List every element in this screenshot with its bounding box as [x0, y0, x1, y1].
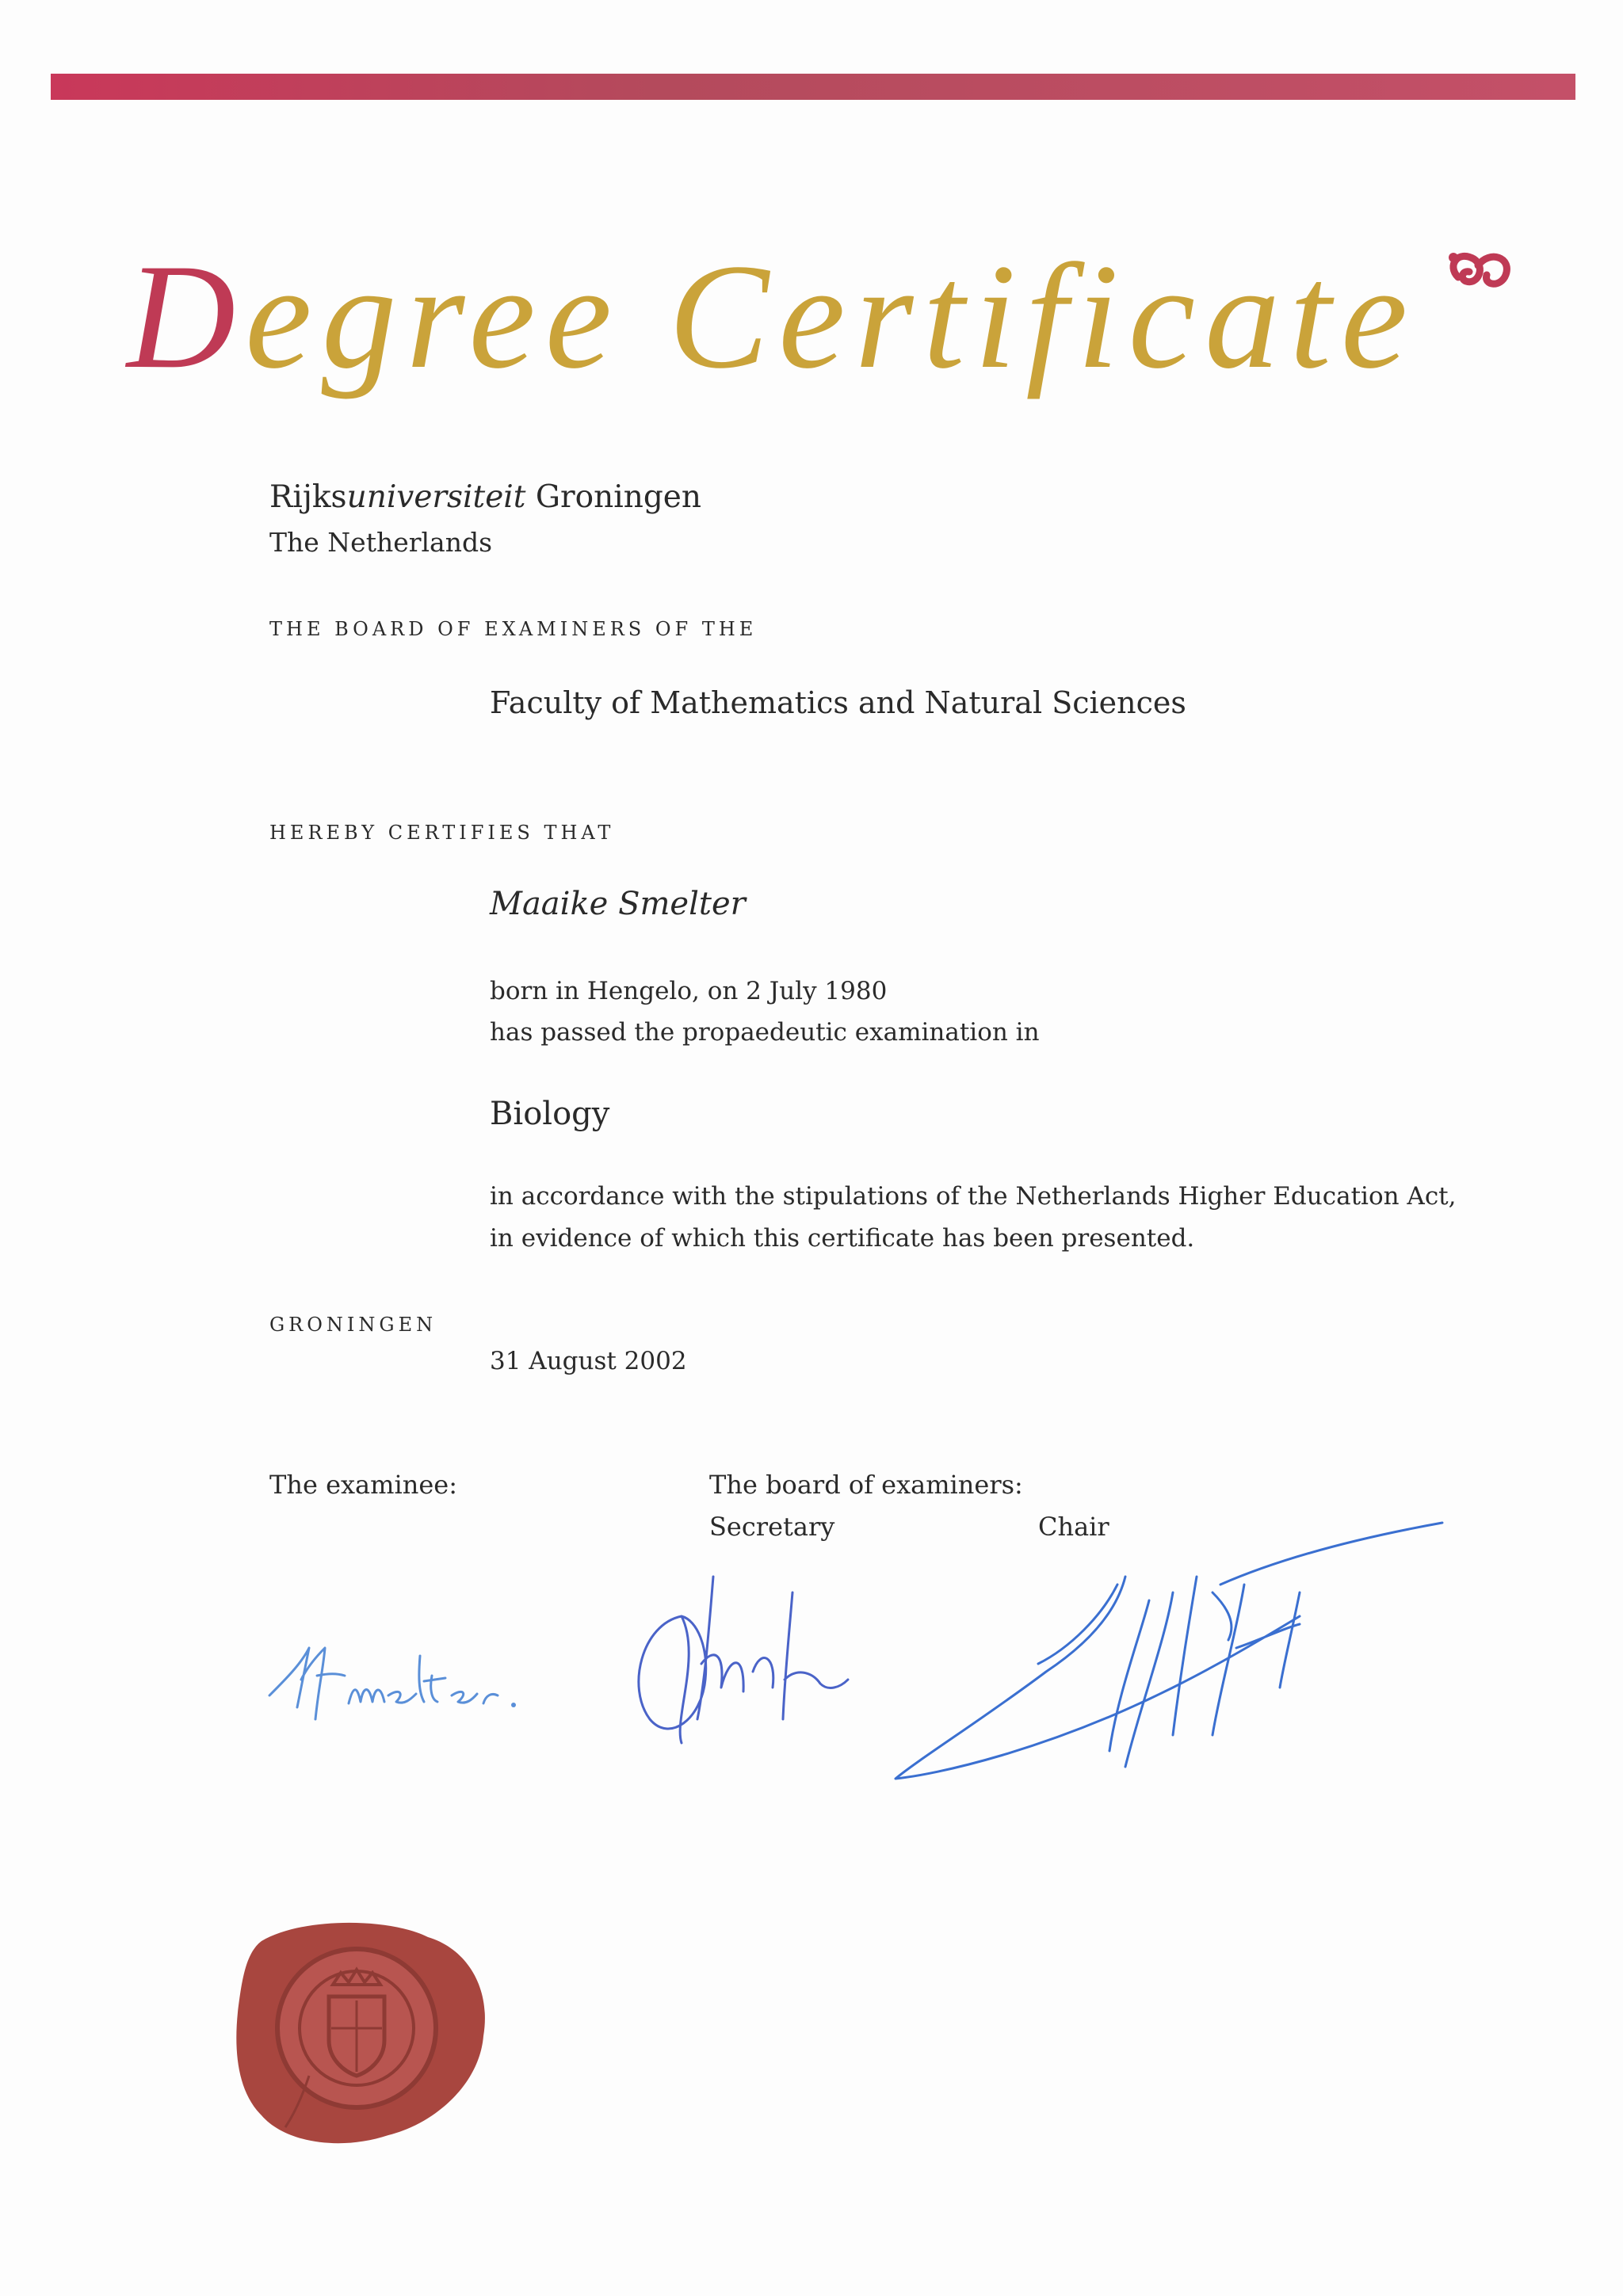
board-of-examiners-heading: THE BOARD OF EXAMINERS OF THE: [269, 618, 758, 640]
birth-details: born in Hengelo, on 2 July 1980: [490, 977, 888, 1005]
recipient-name: Maaike Smelter: [490, 886, 746, 922]
university-country: The Netherlands: [269, 527, 493, 558]
university-italic: universiteit: [346, 479, 526, 515]
secretary-label: Secretary: [709, 1512, 835, 1542]
examination-statement: has passed the propaedeutic examination in: [490, 1018, 1040, 1047]
chair-label: Chair: [1038, 1512, 1109, 1542]
examinee-label: The examinee:: [269, 1470, 457, 1500]
top-decorative-band: [51, 74, 1575, 100]
certificate-title: [127, 214, 1553, 420]
chair-signature: [888, 1513, 1458, 1798]
university-prefix: Rijks: [269, 479, 347, 515]
issue-date: 31 August 2002: [490, 1347, 687, 1375]
wax-seal-icon: [230, 1917, 499, 2155]
examinee-signature: [262, 1632, 547, 1735]
title-rest: egree Certificate: [245, 234, 1418, 400]
title-initial-letter: D: [127, 234, 246, 400]
accordance-statement-line-2: in evidence of which this certificate has been presented.: [490, 1224, 1195, 1253]
certifies-heading: HEREBY CERTIFIES THAT: [269, 822, 615, 844]
faculty-name: Faculty of Mathematics and Natural Sciences: [490, 685, 1186, 720]
ornament-flourish-icon: [1442, 242, 1514, 305]
board-examiners-label: The board of examiners:: [709, 1470, 1023, 1500]
place-of-issue: GRONINGEN: [269, 1314, 437, 1336]
secretary-signature: [626, 1561, 911, 1759]
subject-name: Biology: [490, 1096, 610, 1132]
university-suffix: Groningen: [525, 479, 701, 515]
accordance-statement-line-1: in accordance with the stipulations of the Netherlands Higher Education Act,: [490, 1182, 1457, 1211]
university-name: [269, 479, 701, 515]
